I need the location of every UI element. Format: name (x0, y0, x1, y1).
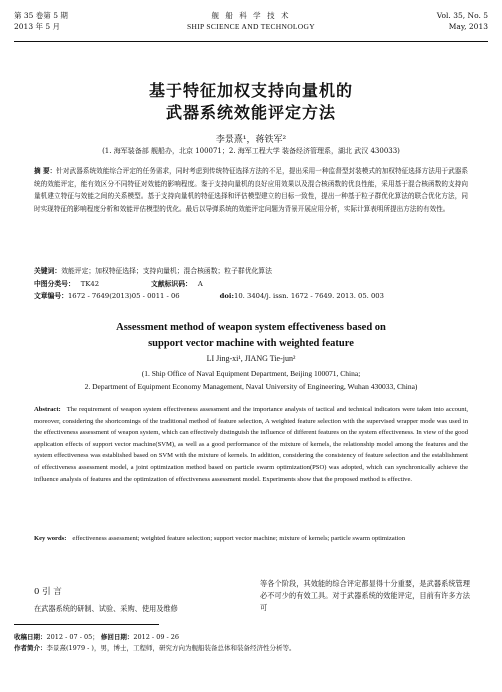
keywords-en (34, 533, 468, 545)
issue-date: 2013 年 5 月 (14, 22, 61, 31)
article-no-value: 1672 - 7649(2013)05 - 0011 - 06 (67, 292, 180, 300)
title-en-line1: Assessment method of weapon system effectiveness based on (116, 322, 386, 333)
abstract-cn-label: 摘 要： (34, 167, 57, 175)
journal-name-en: SHIP SCIENCE AND TECHNOLOGY (187, 22, 315, 31)
volume-issue-en: Vol. 35, No. 5 (436, 11, 488, 20)
affiliation-en-line2: 2. Department of Equipment Economy Management, Naval University of Engineering, Wuhan 430033, China) (84, 382, 418, 391)
classification-line (34, 279, 203, 290)
author-bio-label: 作者简介： (14, 644, 47, 652)
article-number-line (34, 291, 384, 302)
keywords-cn-text: 效能评定；加权特征选择；支持向量机；混合核函数；粒子群优化算法 (61, 267, 272, 275)
footnote-divider (14, 624, 159, 625)
title-cn-line2: 武器系统效能评定方法 (165, 103, 336, 122)
keywords-cn-label: 关键词： (34, 267, 62, 275)
revised-date: 2012 - 09 - 26 (133, 633, 180, 641)
body-text-left: 在武器系统的研制、试验、采购、使用及维修 (34, 604, 178, 613)
doc-code-value: A (197, 280, 203, 288)
affiliation-en-line1: (1. Ship Office of Naval Equipment Department, Beijing 100071, China; (141, 369, 361, 378)
article-no-label: 文章编号： (34, 292, 68, 300)
received-date: 2012 - 07 - 05； (46, 633, 99, 641)
journal-name-cn: 舰 船 科 学 技 术 (211, 11, 291, 20)
doi-label: doi: (219, 292, 235, 300)
title-cn-line1: 基于特征加权支持向量机的 (148, 81, 353, 100)
authors-cn: 李景熹¹，蒋铁军² (215, 135, 287, 145)
affiliation-cn: (1. 海军装备部 舰船办，北京 100071；2. 海军工程大学 装备经济管理系，湖北 武汉 430033) (102, 147, 400, 155)
paper-title-cn (0, 80, 502, 124)
keywords-cn (34, 266, 468, 277)
header-divider (14, 41, 488, 42)
abstract-en (34, 404, 468, 485)
abstract-en-label: Abstract: (34, 406, 61, 413)
received-label: 收稿日期： (14, 633, 47, 641)
clc-label: 中图分类号： (34, 280, 75, 288)
section-heading: 0 引 言 (34, 587, 62, 597)
clc-value: TK42 (80, 280, 100, 288)
affiliation-en (0, 367, 502, 393)
body-text-right: 等各个阶段，其效能的综合评定都显得十分重要，是武器系统管理必不可少的有效工具。对于武器系统的效能评定，目前有许多方法可 (260, 579, 470, 612)
paper-title-en (0, 320, 502, 352)
abstract-cn-text: 针对武器系统效能综合评定的任务需求，同时考虑到传统特征选择方法的不足，提出采用一种监督型封装模式的加权特征选择方法用于武器系统的效能评定，能有效区分不同特征对效能的影响程度。鉴于支持向量机的良好应用效果以及混合核函数的优良性能，采用基于混合核函数的支持向量机建立特征与效能之间的关系模型。基于支持向量机的特征选择和评估模型建立的目标一致性，提出一种基于粒子群优化算法的联合优化方法，同时实现特征的影响程度分析和效能评估模型的优化。最后以导弹系统的效能评定问题为背景开展应用分析，实际计算表明所提出方法的有效性。 (34, 167, 469, 213)
doi-value: 10. 3404/j. issn. 1672 - 7649. 2013. 05. 003 (234, 292, 384, 300)
volume-issue: 第 35 卷第 5 期 (14, 11, 68, 20)
keywords-en-text: effectiveness assessment; weighted feature selection; support vector machine; mixture of kernels; particle swarm optimization (72, 535, 405, 542)
title-en-line2: support vector machine with weighted feature (148, 338, 354, 349)
abstract-en-text: The requirement of weapon system effectiveness assessment and the importance analysis of tactical and technical indicators were taken into account, moreover, considering the shortcomings of the traditional method of feature selection, A weighted feature selection with the supervised wrapper mode was used in the effectiveness assessment of weapon system, which can effectively distinguish the influence of different features on the system effectiveness. In view of the good application effects of support vector machine(SVM), as well as a good performance of the mixture of kernels, the relationship model among the features and the system effectiveness was established based on SVM with the mixture of kernels. In addition, considering the consistency of feature selection and the establishment of effectiveness assessment model, a joint optimization method based on particle swarm optimization(PSO) was adopted, which can synchronically achieve the influence analysis of features and the optimization of effectiveness assessment model. Experiments show that the proposed method is effective. (34, 406, 468, 483)
footnote (14, 632, 295, 654)
abstract-cn (34, 165, 468, 215)
revised-label: 修回日期： (100, 633, 134, 641)
authors-en: LI Jing-xi¹, JIANG Tie-jun² (206, 354, 296, 363)
author-bio: 李景熹(1979 - )，男，博士，工程师，研究方向为舰船装备总体和装备经济性分析等。 (46, 644, 296, 652)
keywords-en-label: Key words: (34, 535, 67, 542)
journal-header (14, 10, 488, 50)
issue-date-en: May, 2013 (448, 22, 488, 31)
doc-code-label: 文献标识码： (151, 280, 192, 288)
